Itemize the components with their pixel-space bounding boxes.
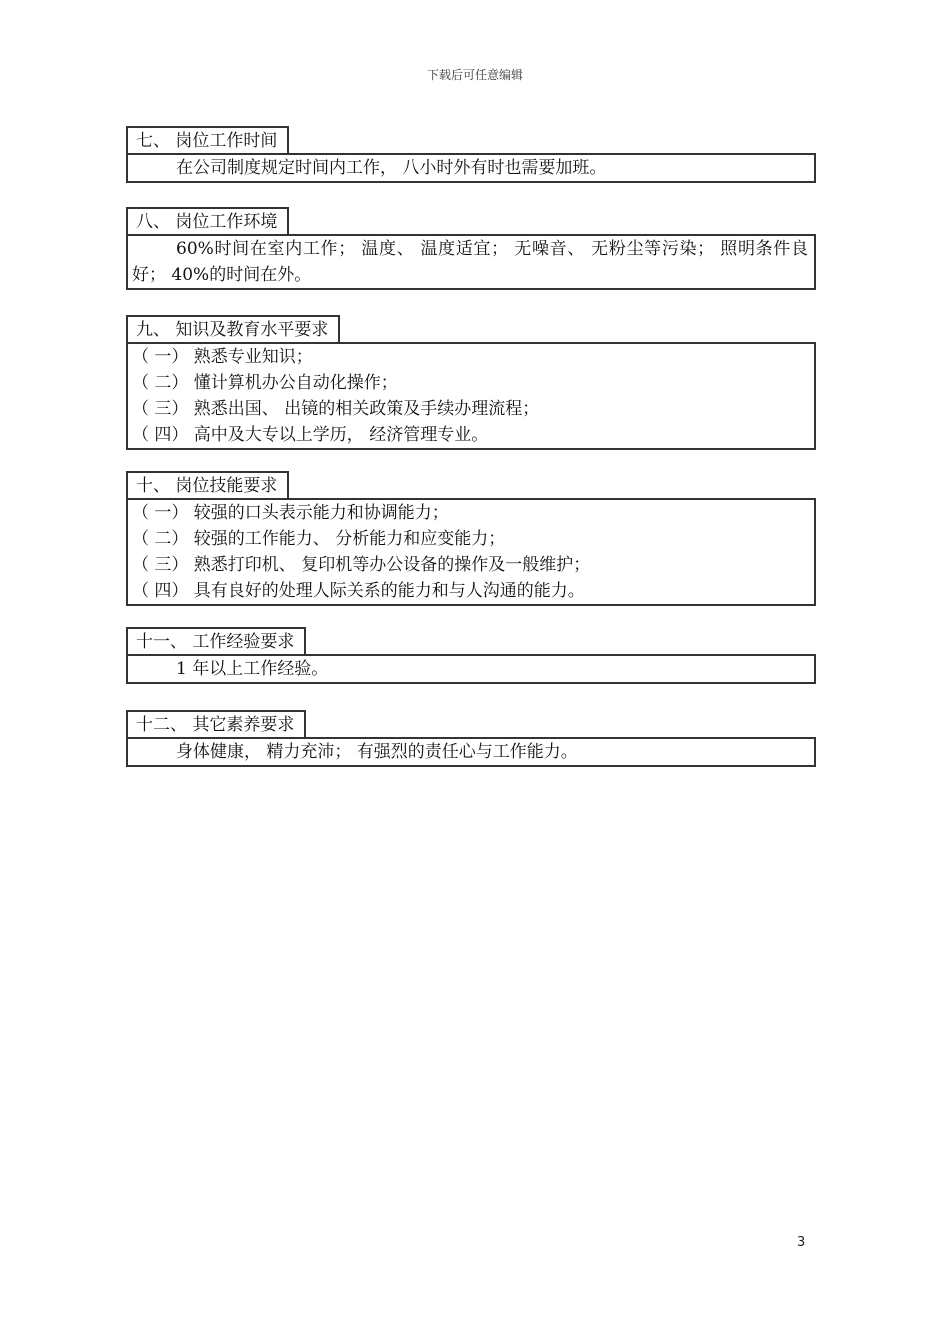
section-body: 在公司制度规定时间内工作， 八小时外有时也需要加班。 [126, 153, 816, 183]
list-item: （ 二） 懂计算机办公自动化操作； [132, 373, 398, 393]
section-body: 1 年以上工作经验。 [126, 654, 816, 684]
section-work-hours [126, 126, 816, 183]
list-item: （ 一） 较强的口头表示能力和协调能力； [132, 503, 449, 523]
section-work-environment [126, 207, 816, 290]
section-body [126, 342, 816, 450]
section-title: 九、 知识及教育水平要求 [126, 315, 340, 342]
section-experience [126, 627, 816, 684]
section-body [126, 498, 816, 606]
page-number: 3 [797, 1235, 806, 1250]
list-item: （ 二） 较强的工作能力、 分析能力和应变能力； [132, 529, 506, 549]
list-item: （ 四） 高中及大专以上学历， 经济管理专业。 [132, 425, 489, 445]
section-skill-requirements [126, 471, 816, 606]
list-item: （ 三） 熟悉出国、 出镜的相关政策及手续办理流程； [132, 399, 540, 419]
list-item: （ 三） 熟悉打印机、 复印机等办公设备的操作及一般维护； [132, 555, 591, 575]
page-header: 下载后可任意编辑 [426, 68, 523, 82]
list-item: （ 一） 熟悉专业知识； [132, 347, 313, 367]
section-title: 十二、 其它素养要求 [126, 710, 306, 737]
section-body: 60%时间在室内工作； 温度、 温度适宜； 无噪音、 无粉尘等污染； 照明条件良好； 40%的时间在外。 [126, 234, 816, 290]
section-title: 十一、 工作经验要求 [126, 627, 306, 654]
section-title: 七、 岗位工作时间 [126, 126, 289, 153]
list-item: （ 四） 具有良好的处理人际关系的能力和与人沟通的能力。 [132, 581, 585, 601]
section-other-qualities [126, 710, 816, 767]
section-body: 身体健康， 精力充沛； 有强烈的责任心与工作能力。 [126, 737, 816, 767]
section-title: 十、 岗位技能要求 [126, 471, 289, 498]
section-knowledge-education [126, 315, 816, 450]
section-title: 八、 岗位工作环境 [126, 207, 289, 234]
